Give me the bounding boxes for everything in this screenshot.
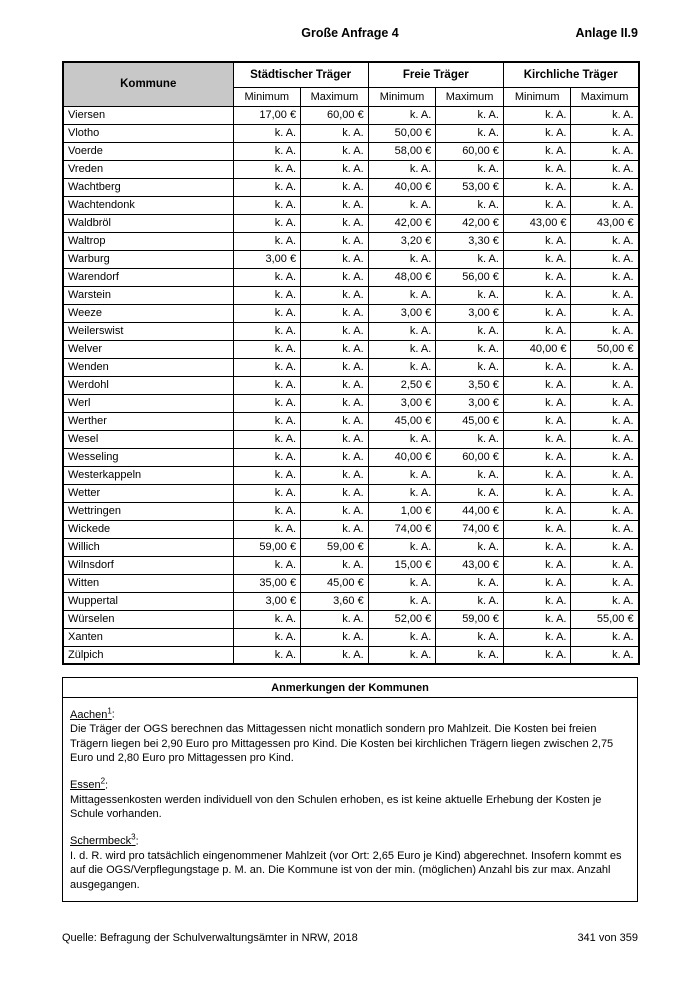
value-cell: k. A. <box>368 106 436 124</box>
value-cell: k. A. <box>368 340 436 358</box>
value-cell: k. A. <box>301 502 369 520</box>
value-cell: k. A. <box>233 484 301 502</box>
kommune-cell: Vreden <box>63 160 233 178</box>
value-cell: 43,00 € <box>571 214 639 232</box>
kommune-cell: Wesel <box>63 430 233 448</box>
value-cell: k. A. <box>503 322 571 340</box>
value-cell: k. A. <box>233 628 301 646</box>
table-row <box>63 448 639 466</box>
kommune-cell: Warendorf <box>63 268 233 286</box>
value-cell: k. A. <box>503 196 571 214</box>
remark-text: Mittagessenkosten werden individuell von den Schulen erhoben, es ist keine aktuelle Erhebung der Kosten je Schule vorhanden. <box>70 793 602 821</box>
table-row <box>63 124 639 142</box>
value-cell: k. A. <box>233 322 301 340</box>
value-cell: 3,00 € <box>368 304 436 322</box>
table-row <box>63 412 639 430</box>
remarks-box <box>62 677 638 902</box>
value-cell: 40,00 € <box>368 178 436 196</box>
value-cell: k. A. <box>503 304 571 322</box>
value-cell: k. A. <box>368 628 436 646</box>
value-cell: k. A. <box>503 178 571 196</box>
value-cell: k. A. <box>301 214 369 232</box>
value-cell: k. A. <box>233 358 301 376</box>
kommune-cell: Wachtendonk <box>63 196 233 214</box>
value-cell: 3,60 € <box>301 592 369 610</box>
remark-item <box>70 775 630 822</box>
value-cell: k. A. <box>571 394 639 412</box>
value-cell: k. A. <box>368 592 436 610</box>
document-title: Große Anfrage 4 <box>301 26 399 40</box>
value-cell: k. A. <box>233 610 301 628</box>
value-cell: 43,00 € <box>503 214 571 232</box>
kommune-cell: Warstein <box>63 286 233 304</box>
table-row <box>63 484 639 502</box>
value-cell: k. A. <box>436 196 504 214</box>
kommune-cell: Westerkappeln <box>63 466 233 484</box>
value-cell: k. A. <box>571 538 639 556</box>
value-cell: k. A. <box>503 484 571 502</box>
value-cell: k. A. <box>301 322 369 340</box>
value-cell: k. A. <box>571 142 639 160</box>
remark-label: Essen$^2$: <box>70 776 109 792</box>
remark-label: Aachen$^1$: <box>70 706 115 721</box>
subheader-maximum: Maximum <box>436 87 504 106</box>
value-cell: k. A. <box>436 592 504 610</box>
remarks-list <box>63 698 637 901</box>
value-cell: k. A. <box>301 484 369 502</box>
page-header <box>62 26 638 43</box>
value-cell: k. A. <box>503 574 571 592</box>
value-cell: k. A. <box>503 232 571 250</box>
value-cell: k. A. <box>571 646 639 664</box>
value-cell: 45,00 € <box>301 574 369 592</box>
page-number: 341 von 359 <box>577 932 638 945</box>
table-row <box>63 196 639 214</box>
value-cell: 74,00 € <box>368 520 436 538</box>
value-cell: k. A. <box>571 466 639 484</box>
table-row <box>63 358 639 376</box>
kommune-cell: Wesseling <box>63 448 233 466</box>
remark-text: Die Träger der OGS berechnen das Mittagessen nicht monatlich sondern pro Mahlzeit. Die Kosten bei freien Trägern liegen bei 2,90 Euro pro Mittagessen pro Kind. Die Kosten bei kirchlichen Trägern liegen zwischen 2,75 Euro und 2,80 Euro pro Mittagessen pro Kind. <box>70 723 614 765</box>
value-cell: k. A. <box>301 556 369 574</box>
value-cell: k. A. <box>233 178 301 196</box>
value-cell: 60,00 € <box>436 448 504 466</box>
value-cell: k. A. <box>571 160 639 178</box>
value-cell: 42,00 € <box>436 214 504 232</box>
value-cell: k. A. <box>503 592 571 610</box>
value-cell: k. A. <box>503 142 571 160</box>
value-cell: 60,00 € <box>301 106 369 124</box>
value-cell: k. A. <box>436 160 504 178</box>
value-cell: k. A. <box>503 646 571 664</box>
kommune-cell: Witten <box>63 574 233 592</box>
table-row <box>63 556 639 574</box>
value-cell: k. A. <box>436 538 504 556</box>
kommune-cell: Zülpich <box>63 646 233 664</box>
table-row <box>63 322 639 340</box>
subheader-minimum: Minimum <box>233 87 301 106</box>
value-cell: k. A. <box>503 394 571 412</box>
value-cell: k. A. <box>571 358 639 376</box>
value-cell: k. A. <box>233 520 301 538</box>
value-cell: k. A. <box>436 646 504 664</box>
kommune-cell: Warburg <box>63 250 233 268</box>
value-cell: k. A. <box>503 556 571 574</box>
value-cell: k. A. <box>503 286 571 304</box>
value-cell: k. A. <box>233 160 301 178</box>
value-cell: k. A. <box>436 322 504 340</box>
value-cell: k. A. <box>571 304 639 322</box>
remarks-title: Anmerkungen der Kommunen <box>63 678 637 698</box>
value-cell: 17,00 € <box>233 106 301 124</box>
value-cell: k. A. <box>233 340 301 358</box>
value-cell: k. A. <box>503 502 571 520</box>
value-cell: k. A. <box>301 358 369 376</box>
value-cell: k. A. <box>503 376 571 394</box>
value-cell: k. A. <box>436 574 504 592</box>
value-cell: k. A. <box>301 466 369 484</box>
value-cell: k. A. <box>503 124 571 142</box>
value-cell: k. A. <box>368 250 436 268</box>
subheader-minimum: Minimum <box>368 87 436 106</box>
value-cell: 3,20 € <box>368 232 436 250</box>
kommune-cell: Waldbröl <box>63 214 233 232</box>
value-cell: k. A. <box>233 376 301 394</box>
remark-item <box>70 831 630 893</box>
kommune-cell: Willich <box>63 538 233 556</box>
value-cell: 59,00 € <box>233 538 301 556</box>
value-cell: k. A. <box>233 268 301 286</box>
value-cell: k. A. <box>301 250 369 268</box>
value-cell: k. A. <box>301 304 369 322</box>
value-cell: k. A. <box>301 520 369 538</box>
kommune-cell: Weeze <box>63 304 233 322</box>
value-cell: k. A. <box>436 124 504 142</box>
value-cell: k. A. <box>571 124 639 142</box>
value-cell: k. A. <box>368 322 436 340</box>
value-cell: k. A. <box>233 646 301 664</box>
remark-label: Schermbeck$^3$: <box>70 832 139 848</box>
value-cell: k. A. <box>368 484 436 502</box>
value-cell: k. A. <box>503 358 571 376</box>
value-cell: k. A. <box>233 124 301 142</box>
subheader-minimum: Minimum <box>503 87 571 106</box>
kommune-cell: Werl <box>63 394 233 412</box>
value-cell: k. A. <box>233 466 301 484</box>
value-cell: k. A. <box>233 214 301 232</box>
value-cell: k. A. <box>571 376 639 394</box>
value-cell: k. A. <box>436 484 504 502</box>
value-cell: k. A. <box>503 430 571 448</box>
value-cell: 55,00 € <box>571 610 639 628</box>
value-cell: 52,00 € <box>368 610 436 628</box>
value-cell: k. A. <box>301 412 369 430</box>
table-row <box>63 376 639 394</box>
value-cell: 56,00 € <box>436 268 504 286</box>
value-cell: k. A. <box>436 106 504 124</box>
group-header-staedtischer-traeger: Städtischer Träger <box>233 62 368 87</box>
kommune-cell: Vlotho <box>63 124 233 142</box>
kommune-cell: Wuppertal <box>63 592 233 610</box>
value-cell: k. A. <box>571 592 639 610</box>
table-row <box>63 466 639 484</box>
value-cell: k. A. <box>233 232 301 250</box>
source-note: Quelle: Befragung der Schulverwaltungsämter in NRW, 2018 <box>62 932 358 945</box>
value-cell: k. A. <box>503 268 571 286</box>
value-cell: k. A. <box>301 448 369 466</box>
table-row <box>63 394 639 412</box>
value-cell: 40,00 € <box>503 340 571 358</box>
value-cell: k. A. <box>571 628 639 646</box>
table-header <box>63 62 639 106</box>
value-cell: k. A. <box>233 430 301 448</box>
value-cell: k. A. <box>436 250 504 268</box>
value-cell: k. A. <box>571 412 639 430</box>
value-cell: k. A. <box>503 466 571 484</box>
value-cell: 45,00 € <box>436 412 504 430</box>
value-cell: k. A. <box>571 502 639 520</box>
value-cell: k. A. <box>301 124 369 142</box>
value-cell: k. A. <box>233 142 301 160</box>
value-cell: k. A. <box>436 286 504 304</box>
value-cell: 59,00 € <box>436 610 504 628</box>
value-cell: k. A. <box>233 304 301 322</box>
value-cell: k. A. <box>571 484 639 502</box>
kommune-cell: Weilerswist <box>63 322 233 340</box>
column-header-kommune: Kommune <box>63 62 233 106</box>
kommune-cell: Würselen <box>63 610 233 628</box>
table-row <box>63 340 639 358</box>
page-footer <box>62 932 638 944</box>
value-cell: k. A. <box>301 646 369 664</box>
value-cell: 40,00 € <box>368 448 436 466</box>
kommune-cell: Xanten <box>63 628 233 646</box>
kommune-cell: Waltrop <box>63 232 233 250</box>
value-cell: k. A. <box>571 178 639 196</box>
value-cell: k. A. <box>368 358 436 376</box>
kommune-cell: Wettringen <box>63 502 233 520</box>
value-cell: k. A. <box>571 232 639 250</box>
value-cell: 15,00 € <box>368 556 436 574</box>
kommune-cell: Welver <box>63 340 233 358</box>
value-cell: 45,00 € <box>368 412 436 430</box>
value-cell: k. A. <box>301 286 369 304</box>
value-cell: 3,50 € <box>436 376 504 394</box>
value-cell: k. A. <box>436 466 504 484</box>
value-cell: k. A. <box>368 430 436 448</box>
value-cell: k. A. <box>368 286 436 304</box>
remark-item <box>70 704 630 766</box>
value-cell: k. A. <box>301 376 369 394</box>
value-cell: k. A. <box>503 250 571 268</box>
value-cell: k. A. <box>368 196 436 214</box>
table-row <box>63 268 639 286</box>
value-cell: 35,00 € <box>233 574 301 592</box>
value-cell: k. A. <box>503 520 571 538</box>
value-cell: k. A. <box>571 322 639 340</box>
value-cell: k. A. <box>503 106 571 124</box>
value-cell: k. A. <box>301 394 369 412</box>
table-row <box>63 430 639 448</box>
annex-label: Anlage II.9 <box>575 26 638 40</box>
value-cell: k. A. <box>368 574 436 592</box>
table-row <box>63 646 639 664</box>
table-row <box>63 304 639 322</box>
value-cell: k. A. <box>368 160 436 178</box>
value-cell: k. A. <box>436 340 504 358</box>
value-cell: 2,50 € <box>368 376 436 394</box>
table-row <box>63 106 639 124</box>
group-header-freie-traeger: Freie Träger <box>368 62 503 87</box>
group-header-kirchliche-traeger: Kirchliche Träger <box>503 62 638 87</box>
fees-table <box>62 61 640 665</box>
value-cell: 74,00 € <box>436 520 504 538</box>
table-row <box>63 502 639 520</box>
value-cell: 43,00 € <box>436 556 504 574</box>
table-row <box>63 538 639 556</box>
value-cell: k. A. <box>233 196 301 214</box>
value-cell: k. A. <box>233 556 301 574</box>
value-cell: 59,00 € <box>301 538 369 556</box>
value-cell: 50,00 € <box>571 340 639 358</box>
subheader-maximum: Maximum <box>571 87 639 106</box>
value-cell: k. A. <box>233 394 301 412</box>
kommune-cell: Werther <box>63 412 233 430</box>
value-cell: k. A. <box>301 268 369 286</box>
table-row <box>63 142 639 160</box>
value-cell: 3,30 € <box>436 232 504 250</box>
value-cell: k. A. <box>368 466 436 484</box>
value-cell: k. A. <box>503 160 571 178</box>
value-cell: k. A. <box>301 430 369 448</box>
value-cell: k. A. <box>301 628 369 646</box>
table-row <box>63 610 639 628</box>
value-cell: k. A. <box>503 628 571 646</box>
table-row <box>63 214 639 232</box>
value-cell: 42,00 € <box>368 214 436 232</box>
kommune-cell: Wenden <box>63 358 233 376</box>
value-cell: 48,00 € <box>368 268 436 286</box>
table-row <box>63 592 639 610</box>
table-row <box>63 178 639 196</box>
value-cell: 3,00 € <box>368 394 436 412</box>
kommune-cell: Werdohl <box>63 376 233 394</box>
value-cell: k. A. <box>571 106 639 124</box>
kommune-cell: Viersen <box>63 106 233 124</box>
table-row <box>63 160 639 178</box>
value-cell: k. A. <box>233 448 301 466</box>
value-cell: k. A. <box>571 196 639 214</box>
value-cell: k. A. <box>368 646 436 664</box>
table-row <box>63 286 639 304</box>
value-cell: 3,00 € <box>436 394 504 412</box>
value-cell: k. A. <box>503 448 571 466</box>
subheader-maximum: Maximum <box>301 87 369 106</box>
table-row <box>63 250 639 268</box>
table-row <box>63 232 639 250</box>
value-cell: k. A. <box>503 412 571 430</box>
value-cell: k. A. <box>301 142 369 160</box>
table-row <box>63 520 639 538</box>
value-cell: k. A. <box>503 538 571 556</box>
value-cell: k. A. <box>436 358 504 376</box>
kommune-cell: Wilnsdorf <box>63 556 233 574</box>
kommune-cell: Voerde <box>63 142 233 160</box>
value-cell: k. A. <box>233 286 301 304</box>
value-cell: 58,00 € <box>368 142 436 160</box>
value-cell: k. A. <box>301 160 369 178</box>
kommune-cell: Wickede <box>63 520 233 538</box>
value-cell: k. A. <box>571 268 639 286</box>
value-cell: k. A. <box>368 538 436 556</box>
value-cell: 53,00 € <box>436 178 504 196</box>
value-cell: k. A. <box>571 286 639 304</box>
value-cell: k. A. <box>301 178 369 196</box>
value-cell: k. A. <box>233 502 301 520</box>
kommune-cell: Wachtberg <box>63 178 233 196</box>
value-cell: k. A. <box>571 250 639 268</box>
value-cell: k. A. <box>301 196 369 214</box>
value-cell: 44,00 € <box>436 502 504 520</box>
value-cell: k. A. <box>301 232 369 250</box>
value-cell: k. A. <box>233 412 301 430</box>
value-cell: k. A. <box>571 520 639 538</box>
value-cell: k. A. <box>571 574 639 592</box>
value-cell: k. A. <box>301 340 369 358</box>
value-cell: 1,00 € <box>368 502 436 520</box>
table-row <box>63 574 639 592</box>
table-row <box>63 628 639 646</box>
value-cell: k. A. <box>571 448 639 466</box>
value-cell: k. A. <box>503 610 571 628</box>
remark-text: I. d. R. wird pro tatsächlich eingenommener Mahlzeit (vor Ort: 2,65 Euro je Kind) abgerechnet. Insofern kommt es auf die OGS/Verpflegungstage p. M. an. Die Kommune ist von der min. (möglichen) Anzahl bis zur max. Anzahl ausgegangen. <box>70 849 622 891</box>
value-cell: 3,00 € <box>436 304 504 322</box>
value-cell: k. A. <box>436 628 504 646</box>
value-cell: 3,00 € <box>233 250 301 268</box>
value-cell: k. A. <box>301 610 369 628</box>
value-cell: k. A. <box>571 430 639 448</box>
value-cell: 3,00 € <box>233 592 301 610</box>
kommune-cell: Wetter <box>63 484 233 502</box>
value-cell: 60,00 € <box>436 142 504 160</box>
value-cell: k. A. <box>571 556 639 574</box>
value-cell: 50,00 € <box>368 124 436 142</box>
value-cell: k. A. <box>436 430 504 448</box>
table-body <box>63 106 639 664</box>
